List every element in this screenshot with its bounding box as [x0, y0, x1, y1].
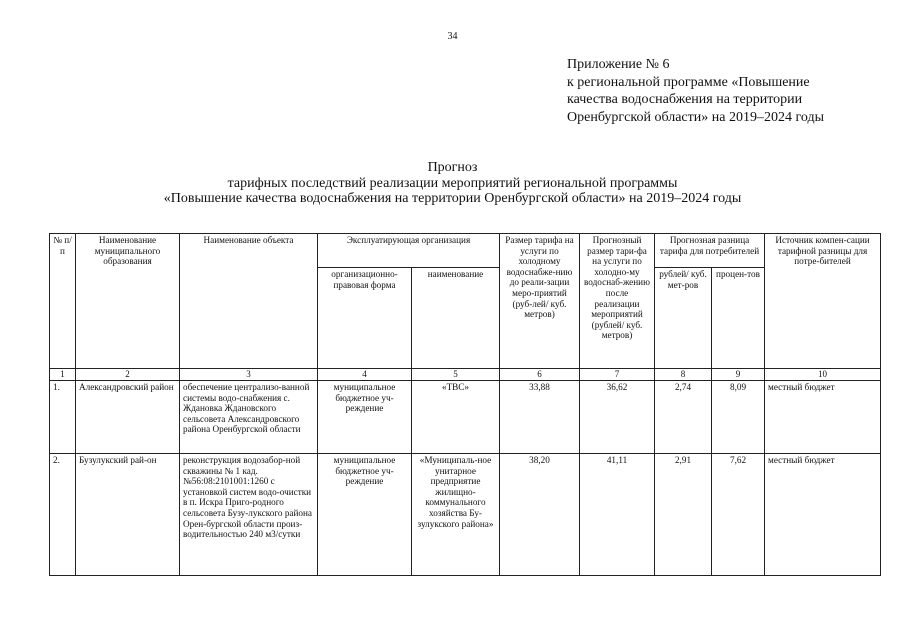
column-number: 1	[50, 369, 76, 381]
cell-operator-form: муниципальное бюджетное уч-реждение	[318, 454, 412, 576]
cell-object: обеспечение централизо-ванной системы водо-снабжения с. Ждановка Ждановского сельсовета Александровского района Оренбургской области	[180, 381, 318, 454]
column-number-row	[50, 369, 881, 381]
column-number: 2	[76, 369, 180, 381]
cell-municipality: Бузулукский рай-он	[76, 454, 180, 576]
header-operator: Эксплуатирующая организация	[318, 234, 500, 268]
cell-num: 1.	[50, 381, 76, 454]
column-number: 5	[412, 369, 500, 381]
title-line: Прогноз	[427, 160, 478, 175]
cell-diff-pct: 7,62	[712, 454, 765, 576]
appendix-line: к региональной программе «Повышение	[567, 74, 810, 90]
cell-tariff-before: 33,88	[500, 381, 580, 454]
column-number: 6	[500, 369, 580, 381]
tariff-forecast-table	[49, 233, 881, 576]
cell-num: 2.	[50, 454, 76, 576]
cell-source: местный бюджет	[765, 381, 881, 454]
document-title	[0, 160, 905, 207]
appendix-block	[567, 56, 824, 126]
header-tariff-after: Прогнозный размер тари-фа на услуги по холодно-му водоснаб-жению после реализации мероприятий (рублей/ куб. метров)	[580, 234, 655, 369]
cell-tariff-after: 36,62	[580, 381, 655, 454]
column-number: 9	[712, 369, 765, 381]
appendix-line: Оренбургской области» на 2019–2024 годы	[567, 109, 824, 125]
header-num: № п/п	[50, 234, 76, 369]
cell-diff-pct: 8,09	[712, 381, 765, 454]
column-number: 10	[765, 369, 881, 381]
cell-diff-rub: 2,74	[655, 381, 712, 454]
cell-source: местный бюджет	[765, 454, 881, 576]
appendix-line: качества водоснабжения на территории	[567, 92, 803, 107]
cell-diff-rub: 2,91	[655, 454, 712, 576]
cell-tariff-before: 38,20	[500, 454, 580, 576]
header-diff-pct: процен-тов	[712, 268, 765, 369]
column-number: 4	[318, 369, 412, 381]
cell-operator-name: «Муниципаль-ное унитарное предприятие жилищно-коммунального хозяйства Бу-зулукского района»	[412, 454, 500, 576]
title-line: «Повышение качества водоснабжения на территории Оренбургской области» на 2019–2024 годы	[163, 191, 742, 206]
title-line: тарифных последствий реализации мероприятий региональной программы	[227, 175, 678, 191]
appendix-line: Приложение № 6	[567, 57, 670, 72]
cell-object: реконструкция водозабор-ной скважины № 1 кад.№56:08:2101001:1260 с установкой систем водо-очистки в п. Искра Приго-родного сельсовета Бузу-лукского района Орен-бургской области произ-водительностью 240 м3/сутки	[180, 454, 318, 576]
table-row	[50, 454, 881, 576]
header-difference: Прогнозная разница тарифа для потребителей	[655, 234, 765, 268]
column-number: 7	[580, 369, 655, 381]
header-source: Источник компен-сации тарифной разницы для потре-бителей	[765, 234, 881, 369]
header-tariff-before: Размер тарифа на услуги по холодному водоснабже-нию до реали-зации меро-приятий (руб-лей/ куб. метров)	[500, 234, 580, 369]
cell-operator-form: муниципальное бюджетное уч-реждение	[318, 381, 412, 454]
header-operator-name: наименование	[412, 268, 500, 369]
table-row	[50, 381, 881, 454]
header-operator-form: организационно-правовая форма	[318, 268, 412, 369]
header-object: Наименование объекта	[180, 234, 318, 369]
column-number: 3	[180, 369, 318, 381]
column-number: 8	[655, 369, 712, 381]
cell-municipality: Александровский район	[76, 381, 180, 454]
header-municipality: Наименование муниципального образования	[76, 234, 180, 369]
page-number: 34	[447, 31, 458, 42]
cell-tariff-after: 41,11	[580, 454, 655, 576]
cell-operator-name: «ТВС»	[412, 381, 500, 454]
header-diff-rub: рублей/ куб. мет-ров	[655, 268, 712, 369]
